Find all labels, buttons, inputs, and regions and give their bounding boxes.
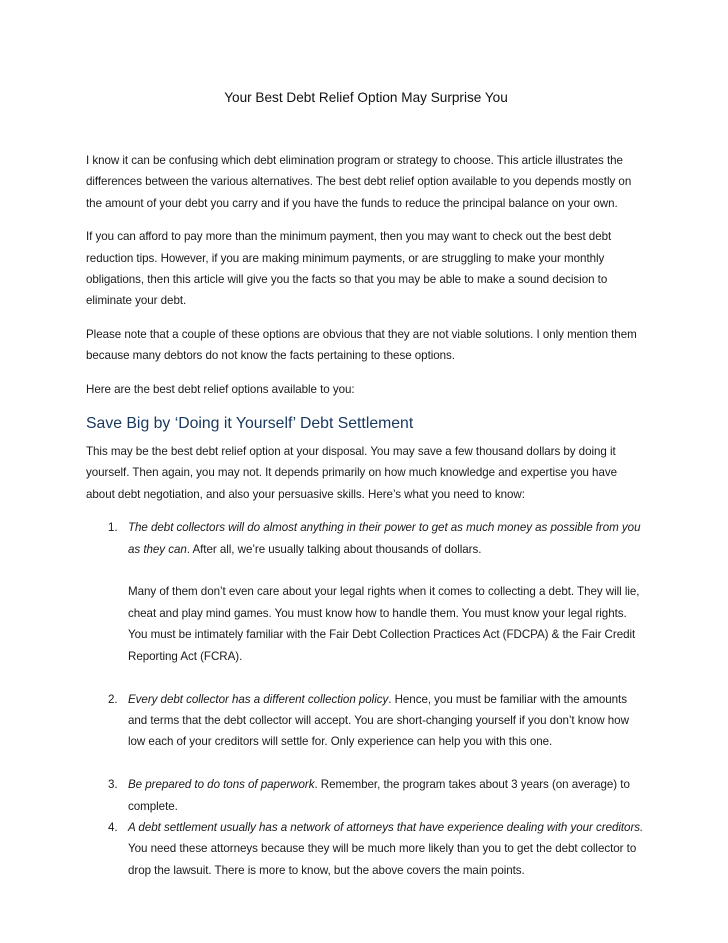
list-item (86, 689, 646, 753)
list-item-rest: . Hence, you must be familiar with the amounts and terms that the debt collector will accept. You are short-changing yourself if you don’t know how low each of your creditors will settle for. Only experience can help you with this one. (128, 692, 629, 749)
list-item-rest: . Remember, the program takes about 3 years (on average) to complete. (128, 778, 630, 813)
list-item-extra: Many of them don’t even care about your legal rights when it comes to collecting a debt. They will lie, cheat and play mind games. You must know how to handle them. You must know your legal rights. You must be intimately familiar with the Fair Debt Collection Practices Act (FDCPA) & the Fair Credit Reporting Act (FCRA). (128, 585, 640, 663)
section-heading: Save Big by ‘Doing it Yourself’ Debt Settlement (86, 415, 414, 433)
intro-paragraph-1: I know it can be confusing which debt elimination program or strategy to choose. This article illustrates the differences between the various alternatives. The best debt relief option available to you depends mostly on the amount of your debt you carry and if you have the funds to reduce the principal balance on your own. (86, 154, 632, 210)
list-item (86, 774, 646, 817)
list-item-emphasis: The debt collectors will do almost anything in their power to get as much money as possible from you as they can (128, 521, 641, 556)
list-item-rest: . After all, we’re usually talking about thousands of dollars. (186, 542, 482, 556)
list-item-emphasis: A debt settlement usually has a network of attorneys that have experience dealing with your creditors. (128, 820, 644, 834)
list-item (86, 817, 646, 881)
list-item-number: 4. (108, 820, 118, 834)
list-item-text (128, 517, 646, 560)
list-item-number: 2. (108, 692, 118, 706)
tips-list (86, 517, 646, 881)
list-item-emphasis: Be prepared to do tons of paperwork (128, 778, 315, 792)
document-page (86, 88, 646, 881)
intro-paragraph-2: If you can afford to pay more than the minimum payment, then you may want to check out the best debt reduction tips. However, if you are making minimum payments, or are struggling to make your monthly obligations, then this article will give you the facts so that you may be able to make a sound decision to eliminate your debt. (86, 230, 612, 308)
list-item-number: 3. (108, 778, 118, 792)
list-item-rest: You need these attorneys because they will be much more likely than you to get the debt collector to drop the lawsuit. There is more to know, but the above covers the main points. (128, 842, 637, 877)
intro-paragraph-3: Please note that a couple of these options are obvious that they are not viable solutions. I only mention them because many debtors do not know the facts pertaining to these options. (86, 327, 637, 363)
document-title: Your Best Debt Relief Option May Surprise You (224, 90, 508, 105)
list-item-text (128, 817, 646, 881)
list-item-text (128, 774, 646, 817)
list-item-text (128, 689, 646, 753)
list-item (86, 517, 646, 667)
section-intro: This may be the best debt relief option at your disposal. You may save a few thousand dollars by doing it yourself. Then again, you may not. It depends primarily on how much knowledge and expertise you have about debt negotiation, and also your persuasive skills. Here’s what you need to know: (86, 445, 617, 501)
list-item-emphasis: Every debt collector has a different collection policy (128, 692, 389, 706)
list-item-number: 1. (108, 521, 118, 535)
intro-paragraph-4: Here are the best debt relief options available to you: (86, 382, 355, 396)
